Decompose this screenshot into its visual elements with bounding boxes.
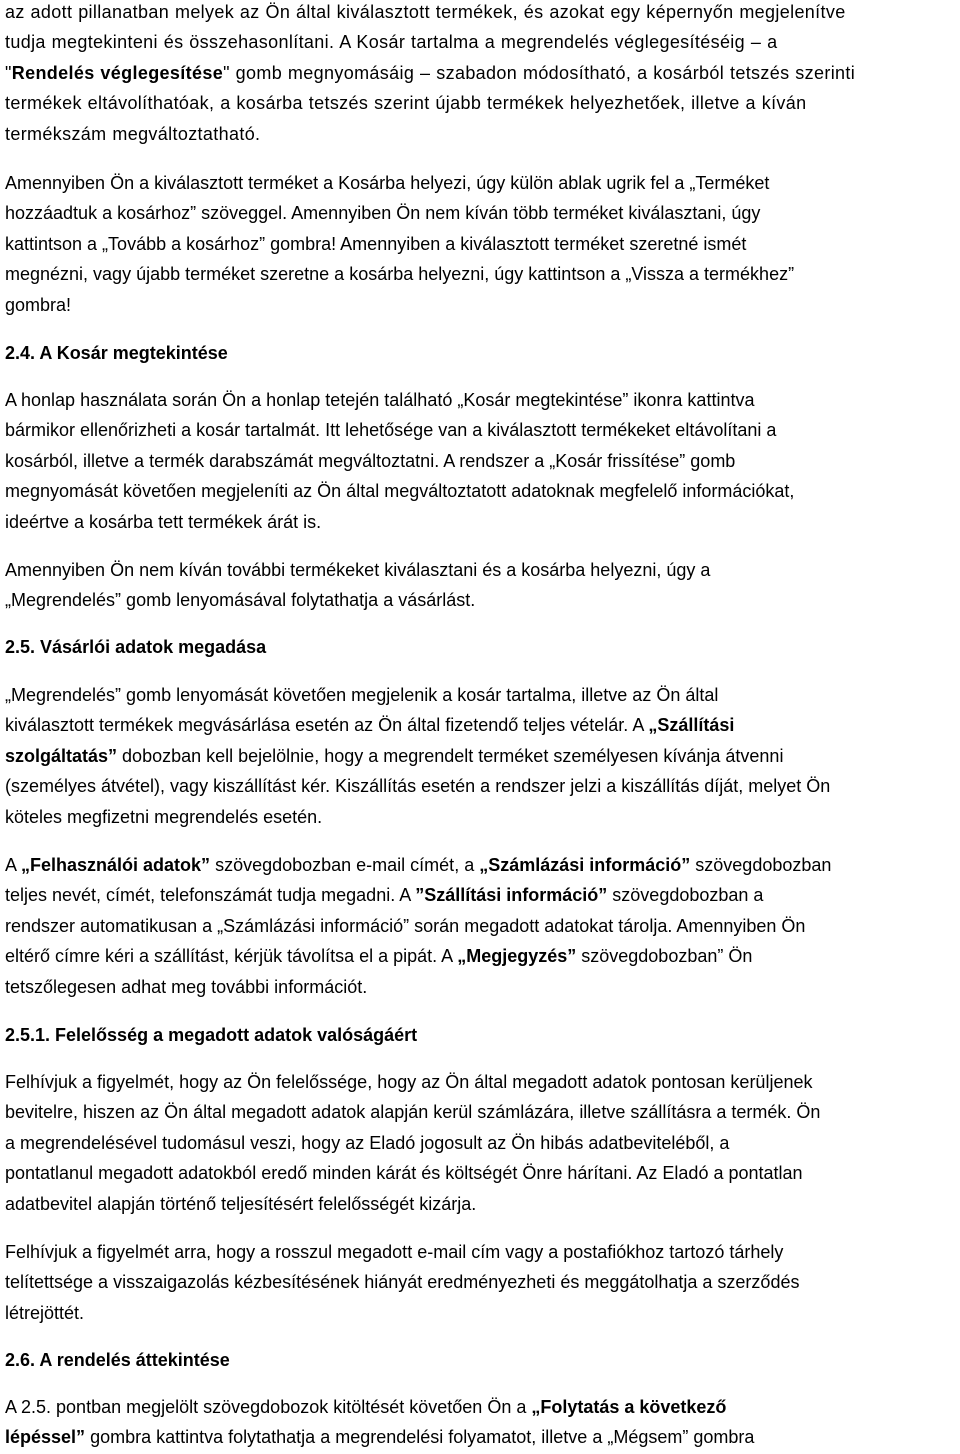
text-line: [5, 880, 960, 910]
text-line: [5, 1097, 960, 1127]
heading-2-6-order-review: [5, 1345, 960, 1375]
text-line: [5, 1392, 960, 1422]
text-run: „Megrendelés” gomb lenyomását követően megjelenik a kosár tartalma, illetve az Ön által: [5, 685, 719, 705]
text-line: [5, 385, 960, 415]
text-run: a megrendelésével tudomásul veszi, hogy az Eladó jogosult az Ön hibás adatbeviteléből, a: [5, 1132, 730, 1153]
text-run: Felhívjuk a figyelmét arra, hogy a rosszul megadott e-mail cím vagy a postafiókhoz tartozó tárhely: [5, 1242, 784, 1262]
text-line: [5, 802, 960, 832]
text-line: [5, 850, 960, 880]
bold-text-run: Rendelés véglegesítése: [11, 62, 224, 83]
bold-text-run: ”Szállítási információ”: [415, 885, 608, 906]
text-run: (személyes átvétel), vagy kiszállítást kér. Kiszállítás esetén a rendszer jelzi a kiszállítás díját, melyet Ön: [5, 776, 831, 797]
heading-2-5-1-responsibility: [5, 1020, 960, 1050]
text-line: [5, 446, 960, 476]
text-run: rendszer automatikusan a „Számlázási információ” során megadott adatokat tárolja. Amennyiben Ön: [5, 915, 806, 936]
paragraph-order-review: [5, 1392, 960, 1453]
text-line: [5, 1237, 960, 1267]
text-line: [5, 507, 960, 537]
paragraph-email-warning: [5, 1237, 960, 1328]
paragraph-cart-popup: [5, 168, 960, 320]
text-run: ": [5, 62, 12, 83]
text-line: [5, 1267, 960, 1297]
bold-text-run: „Felhasználói adatok”: [21, 855, 211, 875]
text-line: [5, 555, 960, 585]
text-run: A honlap használata során Ön a honlap tetején található „Kosár megtekintése” ikonra kattintva: [5, 390, 755, 410]
text-line: [5, 58, 960, 88]
paragraph-responsibility: [5, 1067, 960, 1219]
text-run: szövegdobozban a: [607, 885, 764, 906]
text-line: [5, 1345, 960, 1375]
text-run: kiválasztott termékek megvásárlása esetén az Ön által fizetendő teljes vételár. A: [5, 715, 649, 736]
text-run: köteles megfizetni megrendelés esetén.: [5, 806, 323, 827]
paragraph-cart-intro: [5, 0, 960, 149]
text-line: [5, 741, 960, 771]
heading-2-4-cart-view: [5, 338, 960, 368]
text-run: Amennyiben Ön nem kíván további termékeket kiválasztani és a kosárba helyezni, úgy a: [5, 560, 711, 580]
text-run: szövegdobozban: [690, 855, 832, 875]
bold-text-run: „Megjegyzés”: [457, 946, 577, 967]
paragraph-cart-view: [5, 385, 960, 537]
paragraph-order-button: [5, 680, 960, 832]
text-run: " gomb megnyomásáig – szabadon módosítható, a kosárból tetszés szerinti: [223, 62, 856, 83]
text-run: pontatlanul megadott adatokból eredő minden kárát és költségét Önre hárítani. Az Eladó a pontatlan: [5, 1163, 803, 1184]
text-run: termékszám megváltoztatható.: [5, 123, 261, 144]
text-run: megnyomását követően megjeleníti az Ön által megváltoztatott adatoknak megfelelő információkat,: [5, 481, 795, 502]
text-line: [5, 168, 960, 198]
text-line: [5, 680, 960, 710]
text-line: [5, 1158, 960, 1188]
text-line: [5, 259, 960, 289]
text-run: kattintson a „Tovább a kosárhoz” gombra! Amennyiben a kiválasztott terméket szeretné ismét: [5, 233, 747, 254]
text-line: [5, 1298, 960, 1328]
text-run: eltérő címre kéri a szállítást, kérjük távolítsa el a pipát. A: [5, 946, 458, 967]
text-run: megnézni, vagy újabb terméket szeretne a kosárba helyezni, úgy kattintson a „Vissza a termékhez”: [5, 264, 795, 285]
bold-text-run: 2.5. Vásárlói adatok megadása: [5, 637, 267, 657]
text-line: [5, 476, 960, 506]
text-line: [5, 1067, 960, 1097]
text-run: szövegdobozban” Ön: [576, 946, 753, 967]
text-line: [5, 972, 960, 1002]
bold-text-run: „Szállítási: [648, 715, 735, 736]
text-line: [5, 710, 960, 740]
text-run: szövegdobozban e-mail címét, a: [210, 855, 480, 875]
text-line: [5, 415, 960, 445]
text-run: A 2.5. pontban megjelölt szövegdobozok kitöltését követően Ön a: [5, 1397, 532, 1417]
text-run: gombra kattintva folytathatja a megrendelési folyamatot, illetve a „Mégsem” gombra: [85, 1427, 755, 1448]
text-line: [5, 0, 960, 27]
text-line: [5, 1020, 960, 1050]
text-line: [5, 1422, 960, 1452]
text-line: [5, 198, 960, 228]
text-line: [5, 119, 960, 149]
text-run: telítettsége a visszaigazolás kézbesítésének hiányát eredményezheti és meggátolhatja a szerződés: [5, 1272, 800, 1293]
text-line: [5, 771, 960, 801]
text-run: bevitelre, hiszen az Ön által megadott adatok alapján kerül számlázára, illetve szállításra a termék. Ön: [5, 1102, 821, 1123]
paragraph-continue-order: [5, 555, 960, 616]
text-run: termékek eltávolíthatóak, a kosárba tetszés szerint újabb termékek helyezhetőek, illetve a kíván: [5, 93, 807, 114]
text-run: az adott pillanatban melyek az Ön által kiválasztott termékek, és azokat egy képernyőn megjelenítve: [5, 2, 846, 22]
text-line: [5, 632, 960, 662]
bold-text-run: 2.4. A Kosár megtekintése: [5, 343, 228, 363]
text-run: Felhívjuk a figyelmét, hogy az Ön felelőssége, hogy az Ön által megadott adatok pontosan kerüljenek: [5, 1072, 813, 1092]
text-run: dobozban kell bejelölnie, hogy a megrendelt terméket személyesen kívánja átvenni: [117, 745, 784, 766]
text-line: [5, 585, 960, 615]
bold-text-run: „Számlázási információ”: [479, 855, 691, 875]
bold-text-run: 2.5.1. Felelősség a megadott adatok valóságáért: [5, 1025, 418, 1045]
paragraph-user-data-fields: [5, 850, 960, 1002]
bold-text-run: lépéssel”: [5, 1427, 86, 1448]
text-run: létrejöttét.: [5, 1302, 85, 1323]
text-run: „Megrendelés” gomb lenyomásával folytathatja a vásárlást.: [5, 590, 476, 611]
text-run: kosárból, illetve a termék darabszámát megváltoztatni. A rendszer a „Kosár frissítése” gomb: [5, 450, 736, 471]
text-line: [5, 229, 960, 259]
text-line: [5, 27, 960, 57]
text-run: A: [5, 855, 22, 875]
bold-text-run: szolgáltatás”: [5, 745, 118, 766]
text-run: bármikor ellenőrizheti a kosár tartalmát. Itt lehetősége van a kiválasztott termékeket eltávolítani a: [5, 420, 777, 441]
text-line: [5, 1189, 960, 1219]
text-run: gombra!: [5, 294, 72, 315]
text-run: adatbevitel alapján történő teljesítésért felelősségét kizárja.: [5, 1193, 477, 1214]
text-run: ideértve a kosárba tett termékek árát is.: [5, 511, 322, 532]
text-line: [5, 1128, 960, 1158]
text-run: tetszőlegesen adhat meg további információt.: [5, 976, 368, 997]
text-line: [5, 290, 960, 320]
text-run: hozzáadtuk a kosárhoz” szöveggel. Amennyiben Ön nem kíván több terméket kiválasztani, úgy: [5, 203, 761, 224]
text-line: [5, 941, 960, 971]
text-run: tudja megtekinteni és összehasonlítani. A Kosár tartalma a megrendelés véglegesítéséig – a: [5, 32, 778, 53]
text-line: [5, 338, 960, 368]
bold-text-run: „Folytatás a következő: [531, 1397, 727, 1417]
bold-text-run: 2.6. A rendelés áttekintése: [5, 1350, 230, 1370]
heading-2-5-customer-data: [5, 632, 960, 662]
text-run: Amennyiben Ön a kiválasztott terméket a Kosárba helyezi, úgy külön ablak ugrik fel a „Terméket: [5, 173, 770, 193]
text-line: [5, 88, 960, 118]
text-run: teljes nevét, címét, telefonszámát tudja megadni. A: [5, 885, 416, 906]
text-line: [5, 911, 960, 941]
